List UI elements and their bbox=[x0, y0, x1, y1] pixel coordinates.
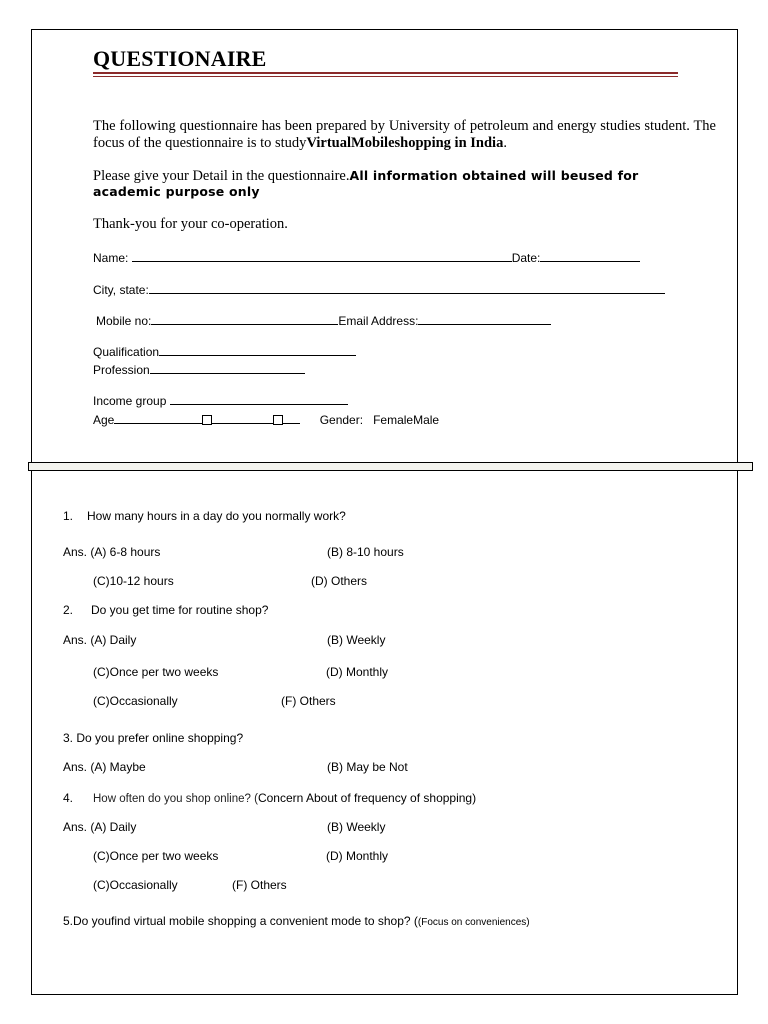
question-5-text: 5.Do youfind virtual mobile shopping a convenient mode to shop? ( bbox=[63, 914, 418, 928]
question-4-end: ) bbox=[472, 791, 477, 805]
city-field[interactable] bbox=[149, 283, 665, 294]
name-row bbox=[93, 251, 640, 265]
female-checkbox[interactable] bbox=[202, 415, 212, 425]
email-label: Email Address: bbox=[338, 314, 419, 328]
q3-option-a[interactable]: Ans. (A) Maybe bbox=[63, 760, 146, 774]
title-underline bbox=[93, 72, 678, 77]
date-field[interactable] bbox=[540, 251, 640, 262]
email-field[interactable] bbox=[418, 314, 551, 325]
q2-option-d[interactable]: (D) Monthly bbox=[326, 665, 389, 679]
q2-option-a[interactable]: Ans. (A) Daily bbox=[63, 633, 137, 647]
thanks-text: Thank-you for your co-operation. bbox=[93, 216, 288, 232]
profession-field[interactable] bbox=[150, 363, 305, 374]
male-checkbox[interactable] bbox=[273, 415, 283, 425]
question-2-text: Do you get time for routine shop? bbox=[91, 603, 269, 617]
income-row bbox=[93, 394, 348, 408]
q2-option-f[interactable]: (F) Others bbox=[281, 694, 336, 708]
age-row bbox=[93, 413, 439, 427]
q1-option-a[interactable]: Ans. (A) 6-8 hours bbox=[63, 545, 161, 559]
age-blank-2 bbox=[212, 413, 273, 424]
question-1 bbox=[63, 509, 346, 523]
question-4-bold: Concern About of frequency of shopping bbox=[257, 791, 473, 805]
question-5-note: (Focus on conveniences) bbox=[417, 917, 530, 928]
city-label: City, state: bbox=[93, 283, 149, 297]
mobile-label: Mobile no: bbox=[96, 314, 152, 328]
q1-option-b[interactable]: (B) 8-10 hours bbox=[327, 545, 404, 559]
q4-option-a[interactable]: Ans. (A) Daily bbox=[63, 820, 137, 834]
question-4-text: How often do you shop online? ( bbox=[93, 793, 258, 805]
intro-focus: VirtualMobileshopping in India bbox=[306, 135, 504, 151]
question-5 bbox=[63, 914, 530, 928]
age-field[interactable] bbox=[114, 413, 202, 424]
name-label: Name: bbox=[93, 251, 132, 265]
qualification-label: Qualification bbox=[93, 345, 160, 359]
question-1-text: How many hours in a day do you normally work? bbox=[87, 509, 346, 523]
q4-option-f[interactable]: (F) Others bbox=[232, 878, 287, 892]
q1-option-d[interactable]: (D) Others bbox=[311, 574, 368, 588]
qualification-row bbox=[93, 345, 356, 359]
income-field[interactable] bbox=[170, 394, 348, 405]
intro-paragraph bbox=[93, 118, 716, 152]
please-text: Please give your Detail in the questionnaire. bbox=[93, 168, 350, 184]
q4-option-e[interactable]: (C)Occasionally bbox=[93, 878, 178, 892]
question-4-number: 4. bbox=[63, 791, 74, 805]
mobile-field[interactable] bbox=[151, 314, 338, 325]
question-3: 3. Do you prefer online shopping? bbox=[63, 731, 244, 745]
gender-options: FemaleMale bbox=[373, 413, 440, 427]
q4-option-c[interactable]: (C)Once per two weeks bbox=[93, 849, 219, 863]
question-2 bbox=[63, 603, 268, 617]
question-4 bbox=[63, 791, 476, 805]
city-row bbox=[93, 283, 665, 297]
q1-option-c[interactable]: (C)10-12 hours bbox=[93, 574, 174, 588]
section-divider bbox=[28, 462, 753, 471]
please-paragraph bbox=[93, 168, 693, 200]
question-2-number: 2. bbox=[63, 603, 74, 617]
date-label: Date: bbox=[511, 251, 541, 265]
qualification-field[interactable] bbox=[159, 345, 356, 356]
profession-row bbox=[93, 363, 305, 377]
q2-option-b[interactable]: (B) Weekly bbox=[327, 633, 386, 647]
question-1-number: 1. bbox=[63, 509, 74, 523]
profession-label: Profession bbox=[93, 363, 150, 377]
intro-period: . bbox=[503, 135, 507, 151]
gender-label: Gender: bbox=[319, 413, 364, 427]
income-label: Income group bbox=[93, 394, 170, 408]
q2-option-e[interactable]: (C)Occasionally bbox=[93, 694, 178, 708]
purpose-note: All information obtained will beused for academic purpose only bbox=[93, 168, 639, 199]
age-label: Age bbox=[93, 413, 115, 427]
intro-text: The following questionnaire has been prepared by University of petroleum and energy studies student. The focus of the questionnaire is to study bbox=[93, 118, 716, 151]
q4-option-d[interactable]: (D) Monthly bbox=[326, 849, 389, 863]
page-title: QUESTIONAIRE bbox=[93, 46, 267, 71]
mobile-row bbox=[96, 314, 551, 328]
q2-option-c[interactable]: (C)Once per two weeks bbox=[93, 665, 219, 679]
name-field[interactable] bbox=[132, 251, 512, 262]
q3-option-b[interactable]: (B) May be Not bbox=[327, 760, 408, 774]
age-blank-3 bbox=[283, 413, 300, 424]
q4-option-b[interactable]: (B) Weekly bbox=[327, 820, 386, 834]
